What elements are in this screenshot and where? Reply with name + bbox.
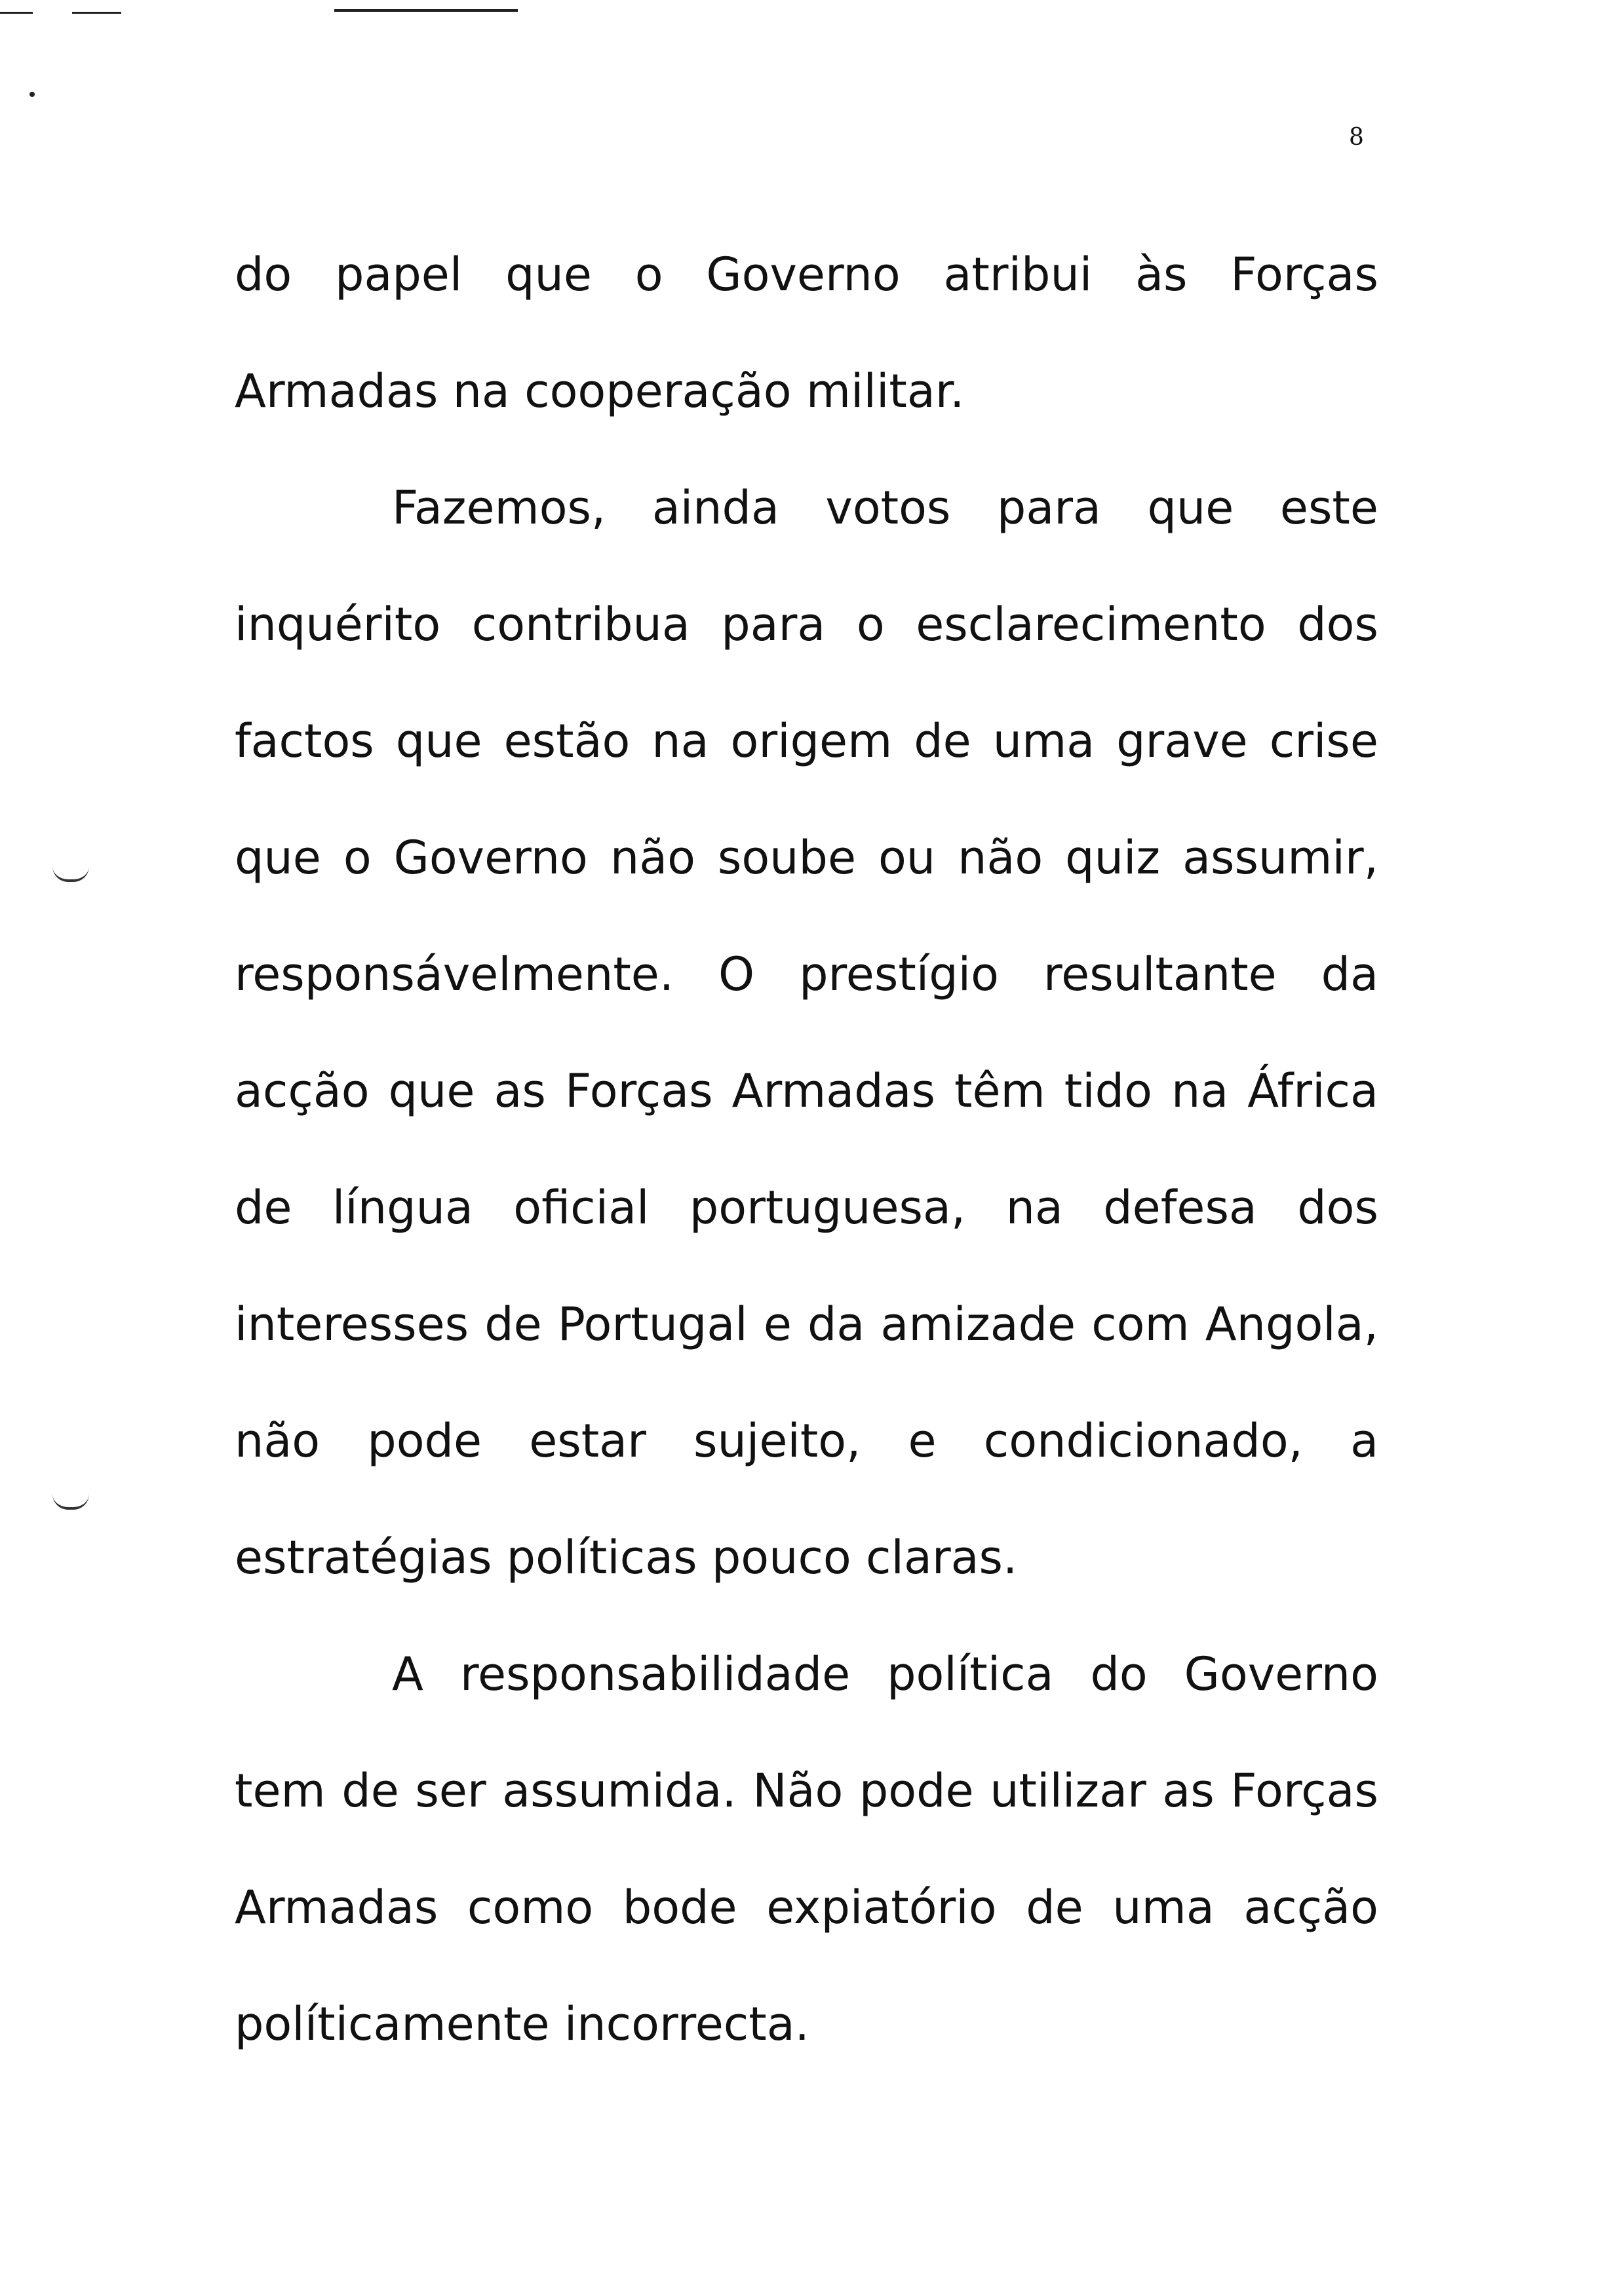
text-line: Armadas como bode expiatório de uma acção — [235, 1881, 1378, 1934]
paragraph-3 — [235, 1616, 1378, 2082]
paragraph-1 — [235, 216, 1378, 450]
binding-mark-upper — [52, 866, 89, 882]
text-line: Fazemos, ainda votos para que este — [392, 481, 1378, 535]
body-text — [235, 216, 1378, 2082]
scan-line-top-left — [0, 12, 33, 14]
scan-dot — [29, 92, 35, 97]
scan-line-top-left-2 — [72, 12, 121, 14]
text-line: de língua oficial portuguesa, na defesa dos — [235, 1181, 1378, 1234]
page-number: 8 — [1349, 124, 1364, 151]
binding-mark-lower — [52, 1494, 89, 1510]
text-line: inquérito contribua para o esclarecimento dos — [235, 598, 1378, 651]
text-line: não pode estar sujeito, e condicionado, a — [235, 1414, 1378, 1468]
text-line: acção que as Forças Armadas têm tido na África — [235, 1064, 1378, 1118]
scan-line-top — [334, 9, 518, 12]
text-line: tem de ser assumida. Não pode utilizar as Forças — [235, 1764, 1378, 1818]
text-line: do papel que o Governo atribui às Forças — [235, 248, 1378, 301]
text-line: interesses de Portugal e da amizade com Angola, — [235, 1297, 1378, 1351]
text-line: A responsabilidade política do Governo — [392, 1647, 1378, 1701]
text-line: políticamente incorrecta. — [235, 1997, 809, 2051]
text-line: que o Governo não soube ou não quiz assumir, — [235, 831, 1378, 885]
text-line: estratégias políticas pouco claras. — [235, 1531, 1018, 1584]
text-line: Armadas na cooperação militar. — [235, 364, 965, 418]
paragraph-2 — [235, 450, 1378, 1616]
text-line: responsávelmente. O prestígio resultante da — [235, 947, 1378, 1001]
text-line: factos que estão na origem de uma grave crise — [235, 714, 1378, 768]
